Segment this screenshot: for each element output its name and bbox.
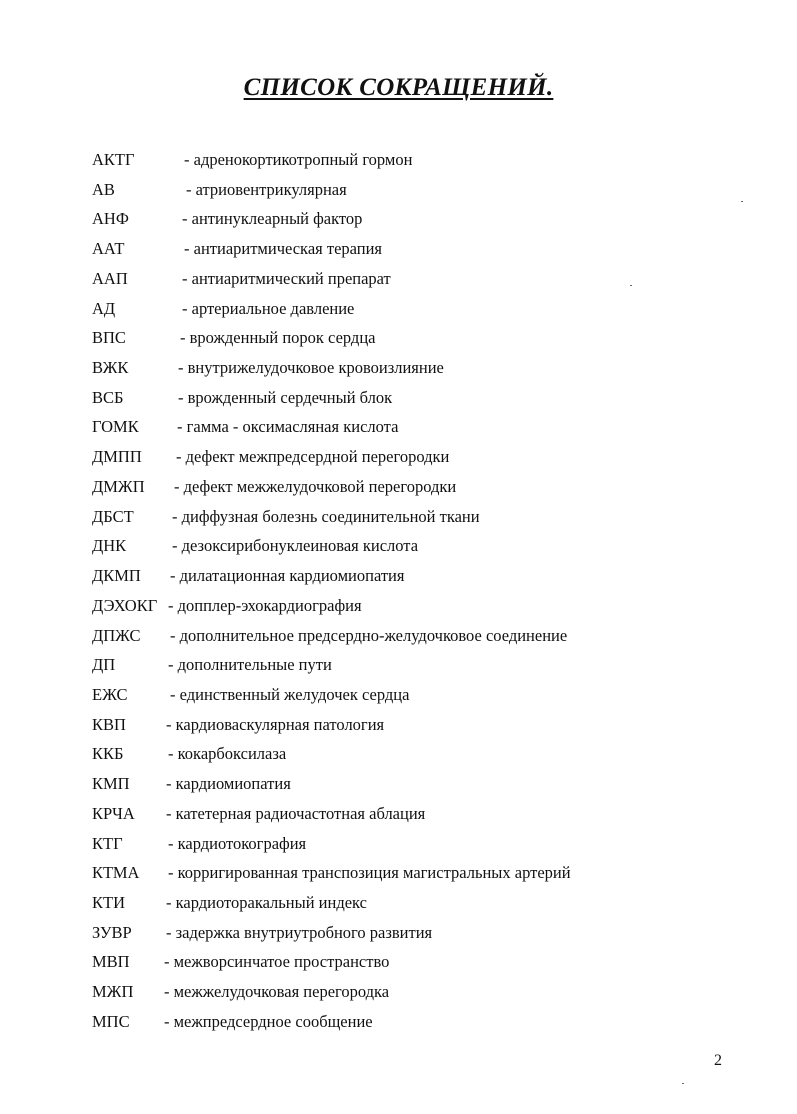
abbreviation-row (92, 772, 732, 802)
abbreviation-row (92, 267, 732, 297)
abbreviation-term: ДМПП (92, 447, 142, 467)
abbreviation-definition: - дилатационная кардиомиопатия (170, 566, 405, 586)
scan-speck (630, 285, 632, 286)
abbreviation-definition: - внутрижелудочковое кровоизлияние (178, 358, 444, 378)
abbreviation-term: АКТГ (92, 150, 135, 169)
abbreviation-row (92, 861, 732, 891)
abbreviation-row (92, 326, 732, 356)
abbreviation-term: КТГ (92, 833, 123, 853)
abbreviation-row (92, 950, 732, 980)
abbreviation-term: КРЧА (92, 803, 135, 823)
abbreviation-term: ДНК (92, 536, 127, 556)
abbreviation-row (92, 297, 732, 327)
abbreviation-definition: - задержка внутриутробного развития (166, 922, 433, 942)
abbreviation-row (92, 505, 732, 535)
abbreviation-row (92, 980, 732, 1010)
abbreviation-term: ААП (92, 268, 128, 288)
abbreviation-row (92, 386, 732, 416)
abbreviation-row (92, 1010, 732, 1040)
abbreviation-definition: - диффузная болезнь соединительной ткани (172, 506, 480, 526)
abbreviation-definition: - врожденный порок сердца (180, 328, 376, 348)
abbreviation-row (92, 534, 732, 564)
abbreviation-term: ДМЖП (92, 476, 145, 496)
abbreviation-definition: - кардиоторакальный индекс (166, 892, 367, 912)
abbreviation-term: ДП (92, 655, 116, 675)
abbreviation-definition: - адренокортикотропный гормон (184, 150, 413, 169)
abbreviation-definition: - артериальное давление (182, 298, 355, 318)
abbreviation-definition: - межпредсердное сообщение (164, 1011, 373, 1031)
abbreviation-term: КТИ (92, 892, 125, 912)
abbreviation-row (92, 624, 732, 654)
abbreviation-term: ДПЖС (92, 625, 141, 645)
abbreviation-term: КМП (92, 774, 130, 794)
abbreviation-term: ВСБ (92, 387, 124, 407)
abbreviation-definition: - корригированная транспозиция магистральных артерий (168, 863, 571, 883)
abbreviation-row (92, 207, 732, 237)
abbreviation-definition: - врожденный сердечный блок (178, 387, 393, 407)
abbreviation-definition: - дефект межжелудочковой перегородки (174, 476, 457, 496)
abbreviation-definition: - межжелудочковая перегородка (164, 982, 390, 1002)
abbreviation-list (92, 148, 732, 1040)
abbreviation-term: МПС (92, 1011, 130, 1031)
abbreviation-term: ККБ (92, 744, 124, 764)
abbreviation-term: ВЖК (92, 358, 129, 378)
abbreviation-definition: - дополнительные пути (168, 655, 332, 675)
scan-speck (682, 1083, 684, 1084)
abbreviation-definition: - кардиомиопатия (166, 774, 291, 794)
abbreviation-definition: - дефект межпредсердной перегородки (176, 447, 450, 467)
abbreviation-row (92, 445, 732, 475)
abbreviation-row (92, 832, 732, 862)
abbreviation-definition: - единственный желудочек сердца (170, 684, 410, 704)
scan-speck (741, 201, 743, 202)
abbreviation-row (92, 921, 732, 951)
abbreviation-term: КВП (92, 714, 126, 734)
abbreviation-definition: - гамма - оксимасляная кислота (177, 417, 399, 437)
abbreviation-term: ААТ (92, 239, 125, 259)
abbreviation-term: МЖП (92, 982, 134, 1002)
abbreviation-row (92, 653, 732, 683)
abbreviation-definition: - кардиотокография (168, 833, 307, 853)
abbreviation-term: МВП (92, 952, 130, 972)
abbreviation-row (92, 713, 732, 743)
abbreviation-term: ДКМП (92, 566, 141, 586)
abbreviation-row (92, 683, 732, 713)
abbreviation-definition: - антинуклеарный фактор (182, 209, 363, 229)
abbreviation-row (92, 802, 732, 832)
abbreviation-definition: - допплер-эхокардиография (168, 595, 362, 615)
abbreviation-definition: - атриовентрикулярная (186, 179, 347, 199)
abbreviation-row (92, 594, 732, 624)
abbreviation-term: АД (92, 298, 116, 318)
page-title: СПИСОК СОКРАЩЕНИЙ. (243, 74, 554, 101)
abbreviation-definition: - катетерная радиочастотная аблация (166, 803, 426, 823)
page-number: 2 (714, 1052, 722, 1069)
abbreviation-definition: - антиаритмическая терапия (184, 239, 382, 259)
abbreviation-row (92, 178, 732, 208)
abbreviation-definition: - антиаритмический препарат (182, 268, 391, 288)
abbreviation-term: ДБСТ (92, 506, 134, 526)
abbreviation-row (92, 148, 732, 178)
abbreviation-definition: - дополнительное предсердно-желудочковое соединение (170, 625, 568, 645)
abbreviation-row (92, 237, 732, 267)
abbreviation-term: ГОМК (92, 417, 139, 437)
abbreviation-term: ДЭХОКГ (92, 595, 158, 615)
abbreviation-row (92, 475, 732, 505)
abbreviation-definition: - кокарбоксилаза (168, 744, 287, 764)
abbreviation-row (92, 356, 732, 386)
abbreviation-term: ВПС (92, 328, 126, 348)
abbreviation-term: ЗУВР (92, 922, 132, 942)
abbreviation-definition: - межворсинчатое пространство (164, 952, 390, 972)
abbreviation-row (92, 415, 732, 445)
abbreviation-term: АВ (92, 179, 115, 199)
abbreviation-row (92, 742, 732, 772)
abbreviation-definition: - кардиоваскулярная патология (166, 714, 385, 734)
abbreviation-term: КТМА (92, 863, 140, 883)
abbreviation-row (92, 891, 732, 921)
abbreviation-row (92, 564, 732, 594)
abbreviation-term: ЕЖС (92, 684, 128, 704)
abbreviation-term: АНФ (92, 209, 129, 229)
abbreviation-definition: - дезоксирибонуклеиновая кислота (172, 536, 419, 556)
